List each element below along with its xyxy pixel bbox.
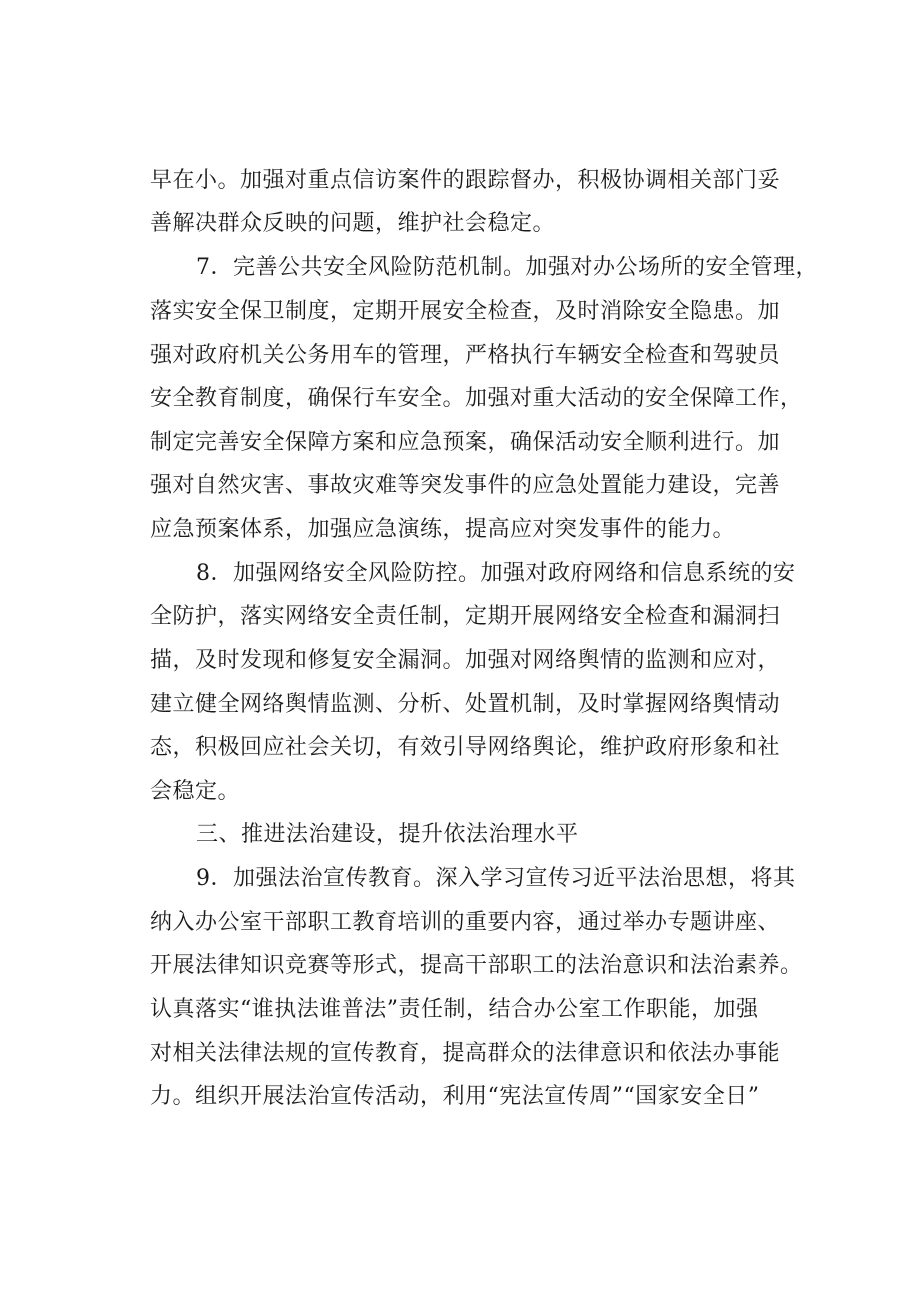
text-line: 对相关法律法规的宣传教育，提高群众的法律意识和依法办事能 bbox=[150, 1041, 781, 1066]
text-line: 开展法律知识竞赛等形式，提高干部职工的法治意识和法治素养。 bbox=[150, 953, 803, 978]
text-line: 应急预案体系，加强应急演练，提高应对突发事件的能力。 bbox=[150, 517, 736, 542]
text-line: 描，及时发现和修复安全漏洞。加强对网络舆情的监测和应对， bbox=[150, 648, 781, 673]
text-line: 全防护，落实网络安全责任制，定期开展网络安全检查和漏洞扫 bbox=[150, 604, 781, 629]
section-heading: 三、推进法治建设，提升依法治理水平 bbox=[196, 822, 579, 847]
paragraph-7-start: 7．完善公共安全风险防范机制。加强对办公场所的安全管理， bbox=[196, 255, 818, 280]
text-line: 建立健全网络舆情监测、分析、处置机制，及时掌握网络舆情动 bbox=[150, 692, 781, 717]
text-line: 力。组织开展法治宣传活动，利用“宪法宣传周”“国家安全日” bbox=[150, 1084, 760, 1109]
text-line: 落实安全保卫制度，定期开展安全检查，及时消除安全隐患。加 bbox=[150, 299, 781, 324]
text-line: 强对自然灾害、事故灾难等突发事件的应急处置能力建设，完善 bbox=[150, 473, 781, 498]
text-line: 态，积极回应社会关切，有效引导网络舆论，维护政府形象和社 bbox=[150, 735, 781, 760]
text-line: 认真落实“谁执法谁普法”责任制，结合办公室工作职能，加强 bbox=[150, 997, 759, 1022]
paragraph-8-start: 8．加强网络安全风险防控。加强对政府网络和信息系统的安 bbox=[196, 561, 796, 586]
text-line: 善解决群众反映的问题，维护社会稳定。 bbox=[150, 211, 556, 236]
text-line: 制定完善安全保障方案和应急预案，确保活动安全顺利进行。加 bbox=[150, 430, 781, 455]
text-line: 安全教育制度，确保行车安全。加强对重大活动的安全保障工作， bbox=[150, 386, 803, 411]
text-line: 早在小。加强对重点信访案件的跟踪督办，积极协调相关部门妥 bbox=[150, 168, 781, 193]
text-line: 强对政府机关公务用车的管理，严格执行车辆安全检查和驾驶员 bbox=[150, 343, 781, 368]
paragraph-9-start: 9．加强法治宣传教育。深入学习宣传习近平法治思想，将其 bbox=[196, 866, 796, 891]
text-line: 纳入办公室干部职工教育培训的重要内容，通过举办专题讲座、 bbox=[150, 910, 781, 935]
text-line: 会稳定。 bbox=[150, 779, 241, 804]
